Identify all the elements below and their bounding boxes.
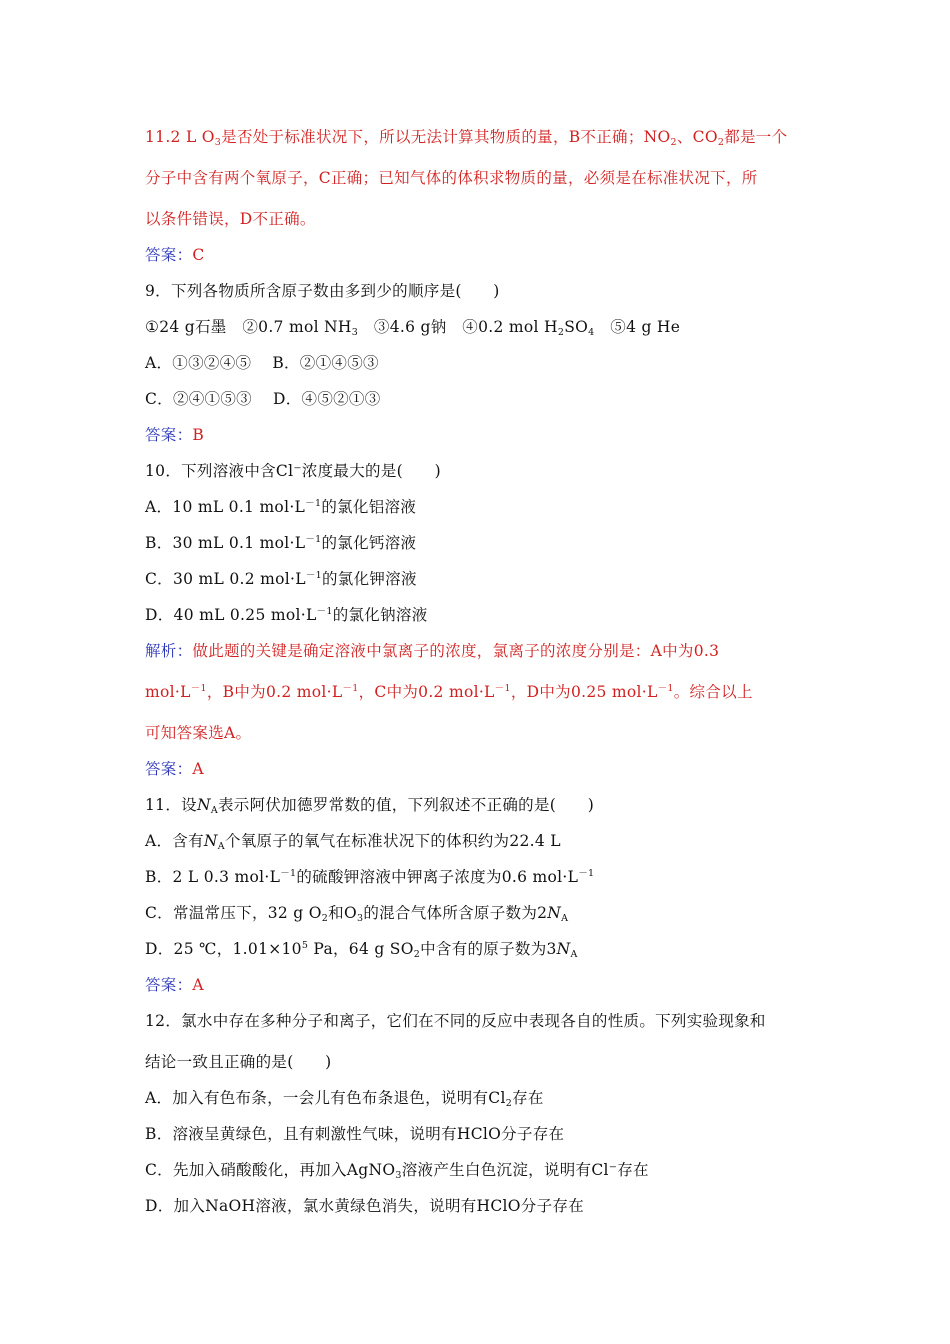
q8-answer: 答案：C [145,246,205,264]
q12-option-c: C．先加入硝酸酸化，再加入AgNO$_3$溶液产生白色沉淀，说明有Cl⁻存在 [145,1161,649,1181]
q9-options-cd: C．②④①⑤③ D．④⑤②①③ [145,390,381,408]
q10-option-a: A．10 mL 0.1 $mol\cdot L^{-1}$的氯化铝溶液 [145,498,417,516]
q10-option-d: D．40 mL 0.25 $mol\cdot L^{-1}$的氯化钠溶液 [145,606,428,624]
q8-explanation-line-2: 分子中含有两个氧原子，C正确；已知气体的体积求物质的量，必须是在标准状况下，所 [145,169,758,187]
q10-analysis-line-1: 解析：做此题的关键是确定溶液中氯离子的浓度，氯离子的浓度分别是：A中为0.3 [145,642,720,660]
q9-answer: 答案：B [145,426,205,444]
q9-items: ①24 g石墨 ②0.7 mol $NH_3$ ③4.6 g钠 ④0.2 mol $H_2SO_4$ ⑤4 g He [145,318,681,338]
q11-option-a: A．含有$N_A$个氧原子的氧气在标准状况下的体积约为22.4 L [145,832,561,852]
q11-answer: 答案：A [145,976,204,994]
q8-explanation-line-1: 11.2 L $O_3$是否处于标准状况下，所以无法计算其物质的量，B不正确；$NO_2$、$CO_2$都是一个 [145,128,788,148]
q10-option-c: C．30 mL 0.2 $mol\cdot L^{-1}$的氯化钾溶液 [145,570,417,588]
q11-option-c: C．常温常压下，32 g $O_2$和$O_3$的混合气体所含原子数为$2N_A$ [145,904,569,924]
q11-option-d: D．25 ℃，$1.01\times 10^5$ Pa，64 g $SO_2$中含有的原子数为$3N_A$ [145,940,578,960]
q10-option-b: B．30 mL 0.1 $mol\cdot L^{-1}$的氯化钙溶液 [145,534,417,552]
q9-options-ab: A．①③②④⑤ B．②①④⑤③ [145,354,379,372]
q8-explanation-line-3: 以条件错误，D不正确。 [145,210,316,228]
q10-analysis-line-2: $mol\cdot L^{-1}$，B中为0.2 $mol\cdot L^{-1}$，C中为0.2 $mol\cdot L^{-1}$，D中为0.25 $mol\cdot L^{-1}$。综合以上 [145,683,753,701]
q11-stem: 11．设$N_A$表示阿伏加德罗常数的值，下列叙述不正确的是( ) [145,796,595,816]
q12-option-a: A．加入有色布条，一会儿有色布条退色，说明有$Cl_2$存在 [145,1089,544,1109]
q12-option-b: B．溶液呈黄绿色，且有刺激性气味，说明有HClO分子存在 [145,1125,565,1143]
q9-stem: 9．下列各物质所含原子数由多到少的顺序是( ) [145,282,500,300]
q10-analysis-line-3: 可知答案选A。 [145,724,252,742]
q12-stem-line-1: 12．氯水中存在多种分子和离子，它们在不同的反应中表现各自的性质。下列实验现象和 [145,1012,766,1030]
q11-option-b: B．2 L 0.3 $mol\cdot L^{-1}$的硫酸钾溶液中钾离子浓度为0.6 $mol\cdot L^{-1}$ [145,868,595,886]
q10-answer: 答案：A [145,760,204,778]
q12-option-d: D．加入NaOH溶液，氯水黄绿色消失，说明有HClO分子存在 [145,1197,584,1215]
q12-stem-line-2: 结论一致且正确的是( ) [145,1053,332,1071]
q10-stem: 10．下列溶液中含Cl⁻浓度最大的是( ) [145,462,441,480]
